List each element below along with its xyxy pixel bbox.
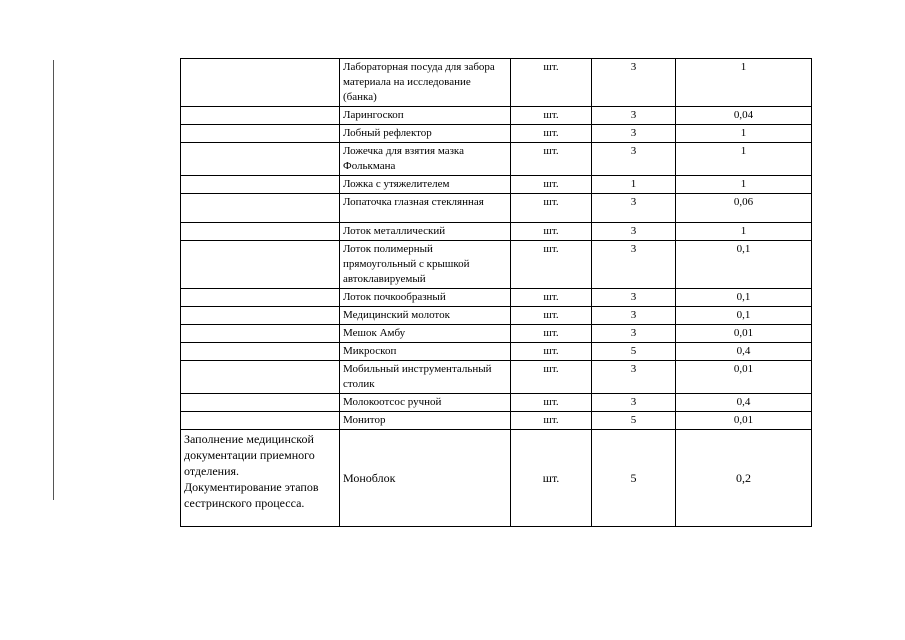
task-cell <box>181 107 340 125</box>
quantity-cell: 3 <box>592 394 676 412</box>
equipment-name-cell: Ларингоскоп <box>340 107 511 125</box>
quantity-cell: 5 <box>592 412 676 430</box>
task-cell <box>181 194 340 223</box>
coefficient-cell: 1 <box>676 59 812 107</box>
unit-cell: шт. <box>511 430 592 527</box>
table-row <box>181 59 812 107</box>
task-cell <box>181 394 340 412</box>
quantity-cell: 3 <box>592 289 676 307</box>
task-cell <box>181 307 340 325</box>
coefficient-cell: 1 <box>676 125 812 143</box>
task-cell: Заполнение медицинской документации приемного отделения. Документирование этапов сестринского процесса. <box>181 430 340 527</box>
quantity-cell: 3 <box>592 361 676 394</box>
quantity-cell: 5 <box>592 430 676 527</box>
unit-cell: шт. <box>511 361 592 394</box>
table-row <box>181 307 812 325</box>
quantity-cell: 3 <box>592 307 676 325</box>
coefficient-cell: 1 <box>676 176 812 194</box>
table-row <box>181 430 812 527</box>
equipment-name-cell: Медицинский молоток <box>340 307 511 325</box>
unit-cell: шт. <box>511 176 592 194</box>
quantity-cell: 5 <box>592 343 676 361</box>
coefficient-cell: 0,01 <box>676 325 812 343</box>
table-row <box>181 143 812 176</box>
equipment-name-cell: Микроскоп <box>340 343 511 361</box>
table-row <box>181 223 812 241</box>
quantity-cell: 3 <box>592 223 676 241</box>
unit-cell: шт. <box>511 107 592 125</box>
equipment-name-cell: Лобный рефлектор <box>340 125 511 143</box>
quantity-cell: 3 <box>592 125 676 143</box>
coefficient-cell: 0,1 <box>676 307 812 325</box>
task-cell <box>181 325 340 343</box>
table-row <box>181 394 812 412</box>
unit-cell: шт. <box>511 223 592 241</box>
equipment-table <box>180 58 812 527</box>
coefficient-cell: 0,1 <box>676 289 812 307</box>
unit-cell: шт. <box>511 59 592 107</box>
quantity-cell: 3 <box>592 59 676 107</box>
coefficient-cell: 0,04 <box>676 107 812 125</box>
task-cell <box>181 241 340 289</box>
table-row <box>181 125 812 143</box>
equipment-name-cell: Мешок Амбу <box>340 325 511 343</box>
coefficient-cell: 0,01 <box>676 361 812 394</box>
equipment-name-cell: Моноблок <box>340 430 511 527</box>
coefficient-cell: 0,2 <box>676 430 812 527</box>
equipment-name-cell: Монитор <box>340 412 511 430</box>
task-cell <box>181 361 340 394</box>
table-row <box>181 176 812 194</box>
equipment-name-cell: Ложечка для взятия мазка Фолькмана <box>340 143 511 176</box>
coefficient-cell: 0,4 <box>676 394 812 412</box>
task-cell <box>181 59 340 107</box>
unit-cell: шт. <box>511 194 592 223</box>
equipment-name-cell: Лоток полимерный прямоугольный с крышкой автоклавируемый <box>340 241 511 289</box>
unit-cell: шт. <box>511 289 592 307</box>
unit-cell: шт. <box>511 125 592 143</box>
quantity-cell: 3 <box>592 241 676 289</box>
coefficient-cell: 1 <box>676 223 812 241</box>
task-cell <box>181 125 340 143</box>
page-margin-line <box>53 60 54 500</box>
table-row <box>181 343 812 361</box>
unit-cell: шт. <box>511 412 592 430</box>
task-cell <box>181 412 340 430</box>
quantity-cell: 3 <box>592 194 676 223</box>
equipment-name-cell: Лоток металлический <box>340 223 511 241</box>
coefficient-cell: 0,4 <box>676 343 812 361</box>
coefficient-cell: 1 <box>676 143 812 176</box>
quantity-cell: 3 <box>592 143 676 176</box>
quantity-cell: 1 <box>592 176 676 194</box>
table-row <box>181 107 812 125</box>
coefficient-cell: 0,1 <box>676 241 812 289</box>
table-row <box>181 412 812 430</box>
unit-cell: шт. <box>511 343 592 361</box>
equipment-name-cell: Ложка с утяжелителем <box>340 176 511 194</box>
unit-cell: шт. <box>511 143 592 176</box>
table-row <box>181 241 812 289</box>
coefficient-cell: 0,01 <box>676 412 812 430</box>
task-cell <box>181 143 340 176</box>
task-cell <box>181 289 340 307</box>
task-cell <box>181 176 340 194</box>
table-row <box>181 194 812 223</box>
table-row <box>181 325 812 343</box>
task-cell <box>181 343 340 361</box>
unit-cell: шт. <box>511 307 592 325</box>
coefficient-cell: 0,06 <box>676 194 812 223</box>
table-row <box>181 361 812 394</box>
equipment-name-cell: Лопаточка глазная стеклянная <box>340 194 511 223</box>
unit-cell: шт. <box>511 241 592 289</box>
equipment-name-cell: Молокоотсос ручной <box>340 394 511 412</box>
unit-cell: шт. <box>511 394 592 412</box>
quantity-cell: 3 <box>592 107 676 125</box>
equipment-name-cell: Мобильный инструментальный столик <box>340 361 511 394</box>
quantity-cell: 3 <box>592 325 676 343</box>
equipment-name-cell: Лоток почкообразный <box>340 289 511 307</box>
task-cell <box>181 223 340 241</box>
equipment-name-cell: Лабораторная посуда для забора материала на исследование (банка) <box>340 59 511 107</box>
table-row <box>181 289 812 307</box>
unit-cell: шт. <box>511 325 592 343</box>
